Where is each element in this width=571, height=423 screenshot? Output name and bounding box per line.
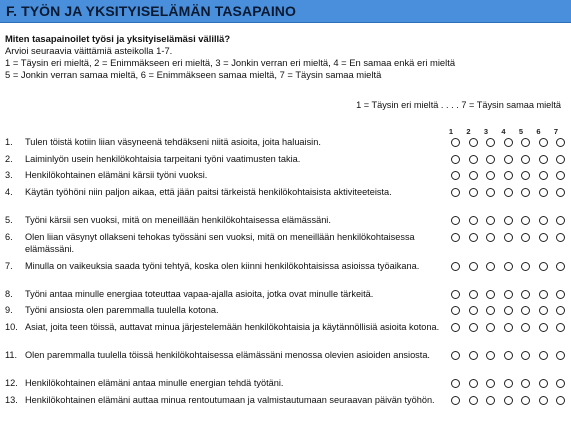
rating-radio-4[interactable] (504, 188, 513, 197)
rating-radio-1[interactable] (451, 138, 460, 147)
rating-radio-2[interactable] (469, 290, 478, 299)
rating-radio-3[interactable] (486, 138, 495, 147)
rating-radio-3[interactable] (486, 216, 495, 225)
rating-radio-6[interactable] (539, 233, 548, 242)
rating-radio-5[interactable] (521, 396, 530, 405)
rating-radio-1[interactable] (451, 188, 460, 197)
rating-radio-3[interactable] (486, 188, 495, 197)
rating-radio-3[interactable] (486, 323, 495, 332)
statement-number: 5. (5, 215, 13, 225)
rating-radio-3[interactable] (486, 379, 495, 388)
section-header (0, 0, 571, 23)
rating-radio-6[interactable] (539, 379, 548, 388)
question-heading: Miten tasapainoilet työsi ja yksityiselämäsi välillä? (5, 33, 231, 44)
statement-text: Työni antaa minulle energiaa toteuttaa vapaa-ajalla asioita, jotka ovat minulle tärkeitä. (25, 289, 374, 299)
statement-text: Työni ansiosta olen paremmalla tuulella kotona. (25, 305, 219, 315)
section-title: F. TYÖN JA YKSITYISELÄMÄN TASAPAINO (6, 3, 297, 19)
rating-radio-4[interactable] (504, 306, 513, 315)
statement-text: Käytän työhöni niin paljon aikaa, että jään paitsi tärkeistä henkilökohtaisista aktiviteeteista. (25, 187, 392, 197)
rating-radio-7[interactable] (556, 155, 565, 164)
rating-radio-3[interactable] (486, 171, 495, 180)
rating-radio-4[interactable] (504, 323, 513, 332)
statement-number: 1. (5, 137, 13, 147)
statement-text: Henkilökohtainen elämäni antaa minulle energian tehdä työtäni. (25, 378, 284, 388)
scale-description-line-2: 5 = Jonkin verran samaa mieltä, 6 = Enimmäkseen samaa mieltä, 7 = Täysin samaa mieltä (5, 69, 382, 80)
scale-legend: 1 = Täysin eri mieltä . . . . 7 = Täysin samaa mieltä (356, 100, 561, 110)
rating-radio-5[interactable] (521, 323, 530, 332)
scale-number-7: 7 (553, 127, 559, 136)
rating-radio-7[interactable] (556, 138, 565, 147)
rating-radio-7[interactable] (556, 171, 565, 180)
rating-radio-6[interactable] (539, 216, 548, 225)
rating-radio-1[interactable] (451, 171, 460, 180)
rating-radio-7[interactable] (556, 323, 565, 332)
statement-text: Asiat, joita teen töissä, auttavat minua järjestelemään henkilökohtaisia ja käytännöllisiä asioita kotona. (25, 322, 440, 332)
rating-radio-6[interactable] (539, 351, 548, 360)
statement-number: 10. (5, 322, 18, 332)
rating-radio-1[interactable] (451, 233, 460, 242)
rating-radio-5[interactable] (521, 262, 530, 271)
statement-number: 8. (5, 289, 13, 299)
rating-radio-3[interactable] (486, 306, 495, 315)
rating-radio-1[interactable] (451, 216, 460, 225)
rating-radio-6[interactable] (539, 262, 548, 271)
rating-radio-7[interactable] (556, 262, 565, 271)
rating-radio-1[interactable] (451, 379, 460, 388)
rating-radio-3[interactable] (486, 262, 495, 271)
statement-text: Olen liian väsynyt ollakseni tehokas työssäni sen vuoksi, mitä on meneillään henkilökohtaisessa elämässäni. (25, 232, 415, 254)
scale-description-line-1: 1 = Täysin eri mieltä, 2 = Enimmäkseen eri mieltä, 3 = Jonkin verran eri mieltä, 4 = En samaa enkä eri mieltä (5, 57, 456, 68)
rating-radio-5[interactable] (521, 351, 530, 360)
scale-number-1: 1 (448, 127, 454, 136)
rating-radio-7[interactable] (556, 290, 565, 299)
rating-radio-4[interactable] (504, 171, 513, 180)
rating-radio-2[interactable] (469, 396, 478, 405)
rating-radio-6[interactable] (539, 396, 548, 405)
rating-radio-2[interactable] (469, 262, 478, 271)
statement-text: Olen paremmalla tuulella töissä henkilökohtaisessa elämässäni menossa olevien asioiden ansiosta. (25, 350, 430, 360)
rating-radio-5[interactable] (521, 233, 530, 242)
intro (5, 33, 565, 81)
rating-radio-1[interactable] (451, 306, 460, 315)
statement-number: 6. (5, 232, 13, 242)
statement-number: 9. (5, 305, 13, 315)
statement-number: 3. (5, 170, 13, 180)
rating-radio-2[interactable] (469, 216, 478, 225)
rating-radio-5[interactable] (521, 138, 530, 147)
rating-radio-5[interactable] (521, 188, 530, 197)
rating-radio-3[interactable] (486, 233, 495, 242)
rating-radio-1[interactable] (451, 323, 460, 332)
rating-radio-6[interactable] (539, 323, 548, 332)
statement-text: Henkilökohtainen elämäni auttaa minua rentoutumaan ja valmistautumaan seuraavan päivän työhön. (25, 395, 435, 405)
statement-number: 13. (5, 395, 18, 405)
rating-radio-3[interactable] (486, 290, 495, 299)
rating-radio-4[interactable] (504, 351, 513, 360)
rating-radio-4[interactable] (504, 155, 513, 164)
rating-radio-4[interactable] (504, 379, 513, 388)
rating-radio-6[interactable] (539, 171, 548, 180)
rating-radio-5[interactable] (521, 306, 530, 315)
rating-radio-3[interactable] (486, 351, 495, 360)
rating-radio-6[interactable] (539, 155, 548, 164)
statement-number: 12. (5, 378, 18, 388)
statement-number: 4. (5, 187, 13, 197)
rating-radio-3[interactable] (486, 155, 495, 164)
statement-number: 7. (5, 261, 13, 271)
scale-number-2: 2 (466, 127, 471, 136)
statement-text: Minulla on vaikeuksia saada työni tehtyä, koska olen kiinni henkilökohtaisissa asioissa työaikana. (25, 261, 420, 271)
rating-radio-7[interactable] (556, 188, 565, 197)
rating-radio-2[interactable] (469, 379, 478, 388)
rating-radio-1[interactable] (451, 155, 460, 164)
rating-radio-2[interactable] (469, 155, 478, 164)
rating-radio-1[interactable] (451, 396, 460, 405)
rating-radio-4[interactable] (504, 262, 513, 271)
rating-radio-7[interactable] (556, 306, 565, 315)
rating-radio-7[interactable] (556, 351, 565, 360)
rating-radio-1[interactable] (451, 351, 460, 360)
rating-radio-4[interactable] (504, 216, 513, 225)
statement-number: 2. (5, 154, 13, 164)
scale-number-4: 4 (501, 127, 506, 136)
statement-text: Henkilökohtainen elämäni kärsii työni vuoksi. (25, 170, 208, 180)
rating-radio-2[interactable] (469, 188, 478, 197)
rating-radio-6[interactable] (539, 290, 548, 299)
rating-radio-2[interactable] (469, 351, 478, 360)
rating-radio-3[interactable] (486, 396, 495, 405)
rating-radio-5[interactable] (521, 290, 530, 299)
rating-radio-1[interactable] (451, 290, 460, 299)
rating-radio-2[interactable] (469, 323, 478, 332)
rating-radio-4[interactable] (504, 233, 513, 242)
rating-radio-2[interactable] (469, 138, 478, 147)
rating-radio-7[interactable] (556, 216, 565, 225)
rating-radio-7[interactable] (556, 396, 565, 405)
rating-radio-6[interactable] (539, 306, 548, 315)
rating-radio-1[interactable] (451, 262, 460, 271)
rating-radio-4[interactable] (504, 138, 513, 147)
statement-text: Työni kärsii sen vuoksi, mitä on meneillään henkilökohtaisessa elämässäni. (25, 215, 331, 225)
rating-radio-5[interactable] (521, 379, 530, 388)
rating-radio-5[interactable] (521, 155, 530, 164)
statement-number: 11. (5, 350, 18, 360)
scale-number-3: 3 (483, 127, 489, 136)
instruction-text: Arvioi seuraavia väittämiä asteikolla 1-7. (5, 45, 173, 56)
rating-radio-2[interactable] (469, 233, 478, 242)
rating-radio-4[interactable] (504, 290, 513, 299)
rating-radio-2[interactable] (469, 171, 478, 180)
scale-number-header (444, 127, 569, 137)
rating-radio-5[interactable] (521, 216, 530, 225)
scale-number-6: 6 (536, 127, 541, 136)
scale-number-5: 5 (518, 127, 524, 136)
rating-radio-5[interactable] (521, 171, 530, 180)
statement-text: Laiminlyön usein henkilökohtaisia tarpeitani työni vaatimusten takia. (25, 154, 301, 164)
rating-radio-2[interactable] (469, 306, 478, 315)
rating-radio-7[interactable] (556, 379, 565, 388)
statement-text: Tulen töistä kotiin liian väsyneenä tehdäkseni niitä asioita, joita haluaisin. (25, 137, 321, 147)
rating-radio-6[interactable] (539, 138, 548, 147)
rating-radio-7[interactable] (556, 233, 565, 242)
rating-radio-4[interactable] (504, 396, 513, 405)
rating-radio-6[interactable] (539, 188, 548, 197)
